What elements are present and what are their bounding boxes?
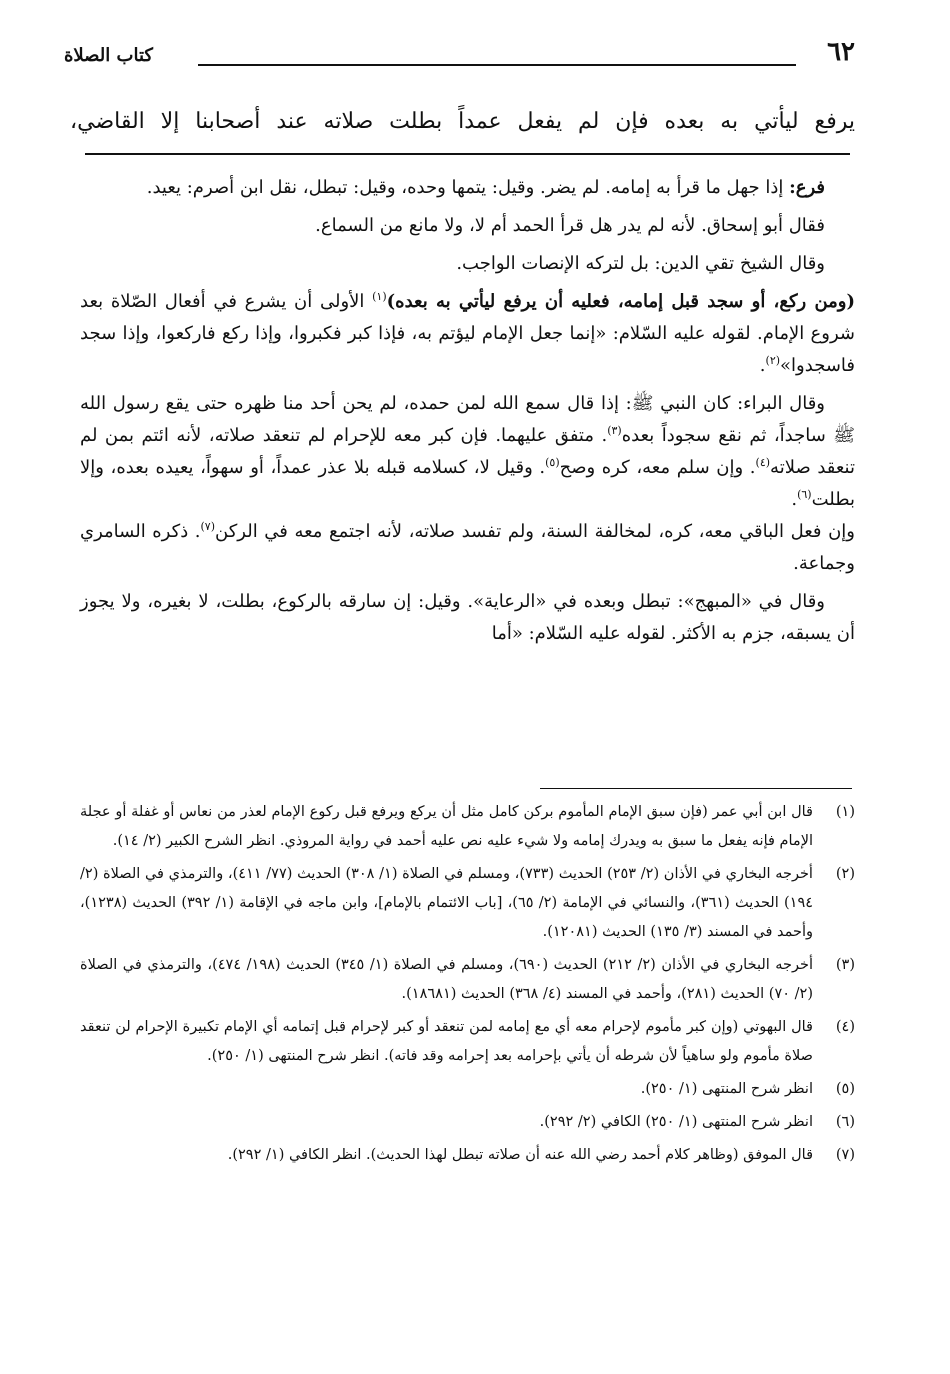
footnote-number: (٣)	[835, 957, 855, 973]
footnote-item	[80, 860, 855, 947]
footnote-number: (٤)	[835, 1019, 855, 1035]
footnote-item	[80, 1108, 855, 1137]
sharh-text: الأولى أن يشرع في أفعال الصّلاة بعد شروع الإمام. لقوله عليه السّلام: «إنما جعل الإمام ليؤتم به، فإذا كبر فكبروا، وإذا ركع فاركعوا، وإذا سجد فاسجدوا»	[80, 291, 855, 376]
footnote-text: أخرجه البخاري في الأذان (٢/ ٢٥٣) الحديث (٧٣٣)، ومسلم في الصلاة (١/ ٣٠٨) الحديث (٧٧/ ٤١١)، والترمذي في الصلاة (٢/ ١٩٤) الحديث (٣٦١)، والنسائي في الإمامة (٢/ ٦٥)، [باب الائتمام بالإمام]، وابن ماجه في الإقامة (١/ ٣٩٢) الحديث (١٢٣٨)، وأحمد في المسند (٣/ ١٣٥) الحديث (١٢٠٨١).	[80, 866, 814, 940]
footnote-item	[80, 1013, 855, 1071]
paragraph-taqi-aldin: وقال الشيخ تقي الدين: بل لتركه الإنصات الواجب.	[456, 253, 825, 274]
baraa-text-g: . ذكره السامري وجماعة.	[80, 521, 855, 574]
far-text: إذا جهل ما قرأ به إمامه. لم يضر. وقيل: يتمها وحده، وقيل: تبطل، نقل ابن أصرم: يعيد.	[146, 177, 790, 198]
footnotes	[80, 798, 855, 1174]
footnote-text: قال ابن أبي عمر (فإن سبق الإمام المأموم بركن كامل مثل أن يركع ويرفع قبل ركوع الإمام لعذر من نعاس أو غفلة أو عجلة الإمام فإنه يفعل ما سبق به ويدرك إمامه ولا شيء عليه نص عليه أحمد في رواية المروذي. انظر الشرح الكبير (٢/ ١٤).	[80, 804, 813, 849]
baraa-text-f: وإن فعل الباقي معه، كره، لمخالفة السنة، ولم تفسد صلاته، لأنه اجتمع معه في الركن	[215, 521, 855, 542]
footnote-text: انظر شرح المنتهى (١/ ٢٥٠) الكافي (٢/ ٢٩٢).	[539, 1114, 813, 1130]
far-label: فرع:	[789, 177, 825, 198]
carry-over-line: يرفع ليأتي به بعده فإن لم يفعل عمداً بطلت صلاته عند أصحابنا إلا القاضي،	[70, 109, 855, 134]
running-title: كتاب الصلاة	[64, 45, 153, 66]
footnote-ref-2[interactable]: (٢)	[765, 354, 781, 367]
paragraph-matn-rukoo	[80, 286, 855, 382]
baraa-text-d: . وقيل لا، كسلامه قبله بلا عذر عمداً، أو سهواً، يعيده بعده، وإلا بطلت	[80, 457, 855, 510]
baraa-text-b: . متفق عليهما. فإن كبر معه للإحرام لم تنعقد صلاته، لأنه ائتم بمن لم تنعقد صلاته	[80, 425, 855, 478]
footnote-text: انظر شرح المنتهى (١/ ٢٥٠).	[640, 1081, 813, 1097]
paragraph-end: .	[759, 355, 766, 376]
footnote-item	[80, 798, 855, 856]
footnote-number: (٢)	[835, 866, 855, 882]
paragraph-baraa	[80, 388, 855, 580]
page-number: ٦٢	[827, 37, 855, 67]
baraa-text-c: . وإن سلم معه، كره وصح	[559, 457, 756, 478]
footnote-text: أخرجه البخاري في الأذان (٢/ ٢١٢) الحديث (٦٩٠)، ومسلم في الصلاة (١/ ٣٤٥) الحديث (١٩٨/ ٤٧٤)، والترمذي في الصلاة (٢/ ٧٠) الحديث (٢٨١)، وأحمد في المسند (٤/ ٣٦٨) الحديث (١٨٦٨١).	[80, 957, 814, 1002]
footnote-ref-6[interactable]: (٦)	[797, 488, 812, 501]
header-rule	[198, 64, 796, 66]
footnote-item	[80, 951, 855, 1009]
footnote-number: (٦)	[835, 1114, 855, 1130]
footnote-number: (٧)	[835, 1147, 855, 1163]
footnote-ref-3[interactable]: (٣)	[607, 424, 622, 437]
section-separator	[85, 153, 850, 155]
footnote-rule	[540, 788, 852, 789]
footnote-ref-4[interactable]: (٤)	[755, 456, 771, 469]
main-text	[80, 172, 855, 656]
footnote-item	[80, 1075, 855, 1104]
footnote-number: (١)	[835, 804, 855, 820]
matn-text: (ومن ركع، أو سجد قبل إمامه، فعليه أن يرفع ليأتي به بعده)	[386, 291, 855, 312]
paragraph-far	[80, 172, 855, 204]
footnote-text: قال الموفق (وظاهر كلام أحمد رضي الله عنه أن صلاته تبطل لهذا الحديث). انظر الكافي (١/ ٢٩٢).	[227, 1147, 813, 1163]
paragraph-mubhij: وقال في «المبهج»: تبطل وبعده في «الرعاية». وقيل: إن سارقه بالركوع، بطلت، لا بغيره، ولا يجوز أن يسبقه، جزم به الأكثر. لقوله عليه السّلام: «أما	[80, 591, 855, 644]
footnote-number: (٥)	[835, 1081, 855, 1097]
footnote-ref-7[interactable]: (٧)	[200, 520, 216, 533]
footnote-text: قال البهوتي (وإن كبر مأموم لإحرام معه أي مع إمامه لمن تنعقد أو كبر لإحرام قبل إتمامه أي الإمام تكبيرة الإحرام لن تنعقد صلاة مأموم ولو ساهياً لأن شرطه أن يأتي بإحرامه بعد إحرامه وقد فاته). انظر شرح المنتهى (١/ ٢٥٠).	[80, 1019, 813, 1064]
footnote-item	[80, 1141, 855, 1170]
footnote-ref-5[interactable]: (٥)	[545, 456, 560, 469]
baraa-text-e: .	[791, 489, 798, 510]
baraa-text-a: وقال البراء: كان النبي ﷺ: إذا قال سمع الله لمن حمده، لم يحن أحد منا ظهره حتى يقع رسول الله ﷺ ساجداً، ثم نقع سجوداً بعده	[80, 393, 856, 446]
footnote-ref-1[interactable]: (١)	[372, 290, 387, 303]
paragraph-abu-ishaq: فقال أبو إسحاق. لأنه لم يدر هل قرأ الحمد أم لا، ولا مانع من السماع.	[315, 215, 825, 236]
